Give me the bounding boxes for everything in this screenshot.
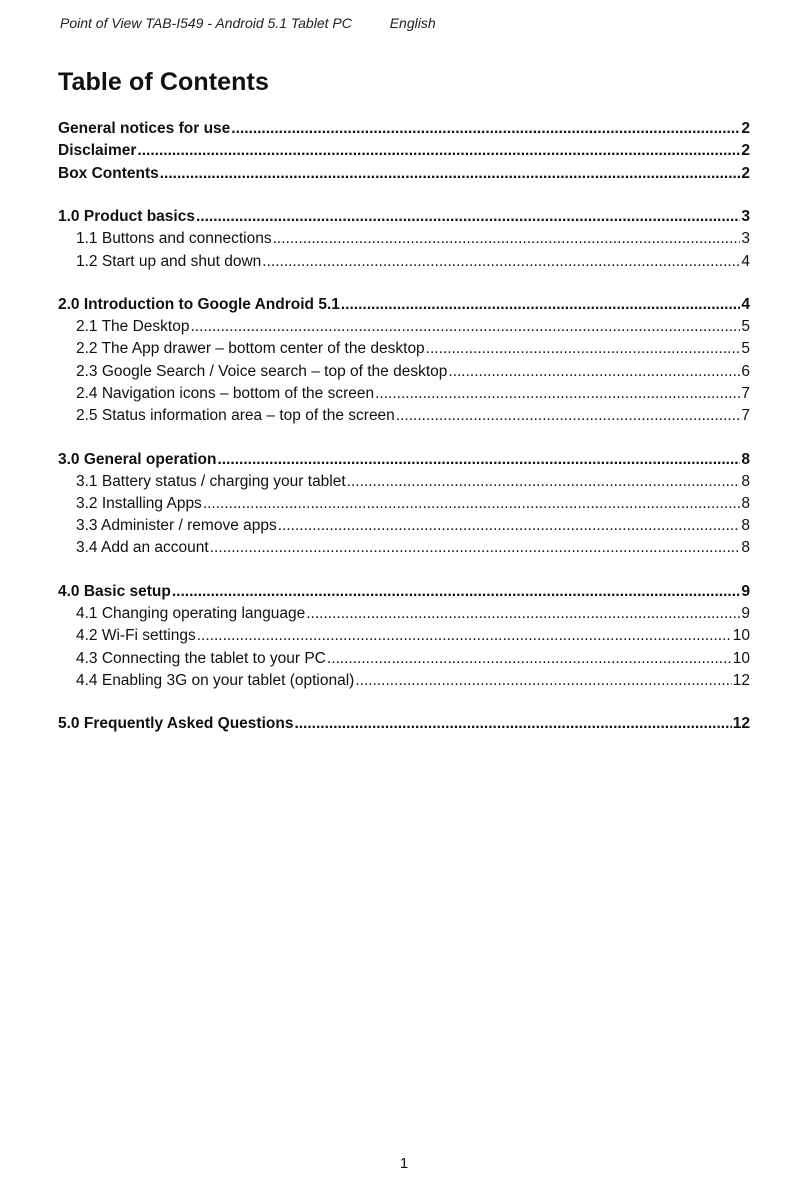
dot-leader [347,472,741,491]
toc-entry-page: 8 [741,450,750,468]
toc-entry-page: 10 [732,649,750,667]
toc-entry-title: 1.2 Start up and shut down [76,252,262,270]
toc-entry[interactable] [58,226,750,248]
toc-entry-title: 4.2 Wi-Fi settings [76,627,196,645]
dot-leader [218,450,741,469]
toc-entry-title: Box Contents [58,164,159,182]
dot-leader [196,207,740,226]
toc-entry[interactable] [58,116,750,138]
toc-entry[interactable] [58,601,750,623]
toc-entry-page: 8 [741,517,750,535]
toc-entry-title: General notices for use [58,120,231,138]
dot-leader [306,604,740,623]
toc-entry-title: 2.5 Status information area – top of the screen [76,407,395,425]
toc-entry-page: 9 [741,582,750,600]
toc-entry-title: Disclaimer [58,142,137,160]
toc-entry-page: 8 [741,494,750,512]
dot-leader [203,494,741,513]
dot-leader [197,626,732,645]
toc-entry-title: 3.1 Battery status / charging your tablet [76,472,346,490]
toc-entry-page: 2 [741,164,750,182]
toc-entry-page: 7 [741,384,750,402]
toc-entry-title: 3.3 Administer / remove apps [76,517,277,535]
toc-entry-page: 12 [732,715,750,733]
toc-entry-page: 8 [741,539,750,557]
toc-entry-page: 10 [732,627,750,645]
toc-entry-title: 3.4 Add an account [76,539,209,557]
dot-leader [262,252,740,271]
toc-entry[interactable] [58,446,750,468]
toc-entry-page: 8 [741,472,750,490]
toc-entry-title: 2.4 Navigation icons – bottom of the screen [76,384,375,402]
dot-leader [172,582,741,601]
toc-entry[interactable] [58,579,750,601]
toc-entry-title: 2.2 The App drawer – bottom center of the desktop [76,340,425,358]
toc-entry-page: 5 [741,340,750,358]
toc-entry-title: 2.0 Introduction to Google Android 5.1 [58,296,340,314]
toc-entry-title: 4.3 Connecting the tablet to your PC [76,649,326,667]
page-title: Table of Contents [58,68,269,96]
header-language: English [389,15,436,31]
toc-entry-page: 4 [741,252,750,270]
toc-entry-title: 3.2 Installing Apps [76,494,202,512]
toc-entry[interactable] [58,138,750,160]
dot-leader [160,164,741,183]
toc-entry[interactable] [58,645,750,667]
dot-leader [375,384,740,403]
toc-entry[interactable] [58,403,750,425]
header-title: Point of View TAB-I549 - Android 5.1 Tablet PC [60,15,352,31]
toc-entry[interactable] [58,248,750,270]
page-number: 1 [399,1155,409,1172]
toc-entry-page: 9 [741,605,750,623]
toc-entry[interactable] [58,292,750,314]
toc-entry-title: 2.3 Google Search / Voice search – top of the desktop [76,362,448,380]
dot-leader [396,406,741,425]
dot-leader [190,317,740,336]
toc-entry[interactable] [58,204,750,226]
toc-entry-title: 4.0 Basic setup [58,582,171,600]
toc-entry-title: 4.4 Enabling 3G on your tablet (optional) [76,671,355,689]
toc-entry[interactable] [58,535,750,557]
dot-leader [448,362,740,381]
toc-entry-page: 3 [741,230,750,248]
toc-entry[interactable] [58,381,750,403]
toc-entry[interactable] [58,160,750,182]
dot-leader [231,119,740,138]
toc-entry-title: 1.0 Product basics [58,208,195,226]
toc-entry-title: 4.1 Changing operating language [76,605,306,623]
toc-entry-title: 2.1 The Desktop [76,318,190,336]
toc-entry-title: 3.0 General operation [58,450,217,468]
dot-leader [137,141,740,160]
toc-entry[interactable] [58,314,750,336]
toc-entry-page: 5 [741,318,750,336]
toc-entry-page: 4 [741,296,750,314]
dot-leader [327,649,732,668]
toc-entry-title: 5.0 Frequently Asked Questions [58,715,294,733]
table-of-contents [58,116,750,733]
toc-entry-page: 2 [741,120,750,138]
running-header [60,15,436,31]
toc-entry[interactable] [58,358,750,380]
dot-leader [278,516,741,535]
dot-leader [341,295,741,314]
dot-leader [273,229,741,248]
toc-entry-title: 1.1 Buttons and connections [76,230,272,248]
toc-entry[interactable] [58,623,750,645]
toc-entry[interactable] [58,336,750,358]
toc-entry[interactable] [58,668,750,690]
toc-entry-page: 2 [741,142,750,160]
toc-entry-page: 12 [732,671,750,689]
toc-entry[interactable] [58,469,750,491]
dot-leader [426,339,741,358]
dot-leader [210,538,741,557]
dot-leader [294,714,731,733]
toc-entry[interactable] [58,491,750,513]
toc-entry-page: 3 [741,208,750,226]
toc-entry[interactable] [58,513,750,535]
dot-leader [355,671,731,690]
toc-entry-page: 6 [741,362,750,380]
toc-entry-page: 7 [741,407,750,425]
toc-entry[interactable] [58,711,750,733]
